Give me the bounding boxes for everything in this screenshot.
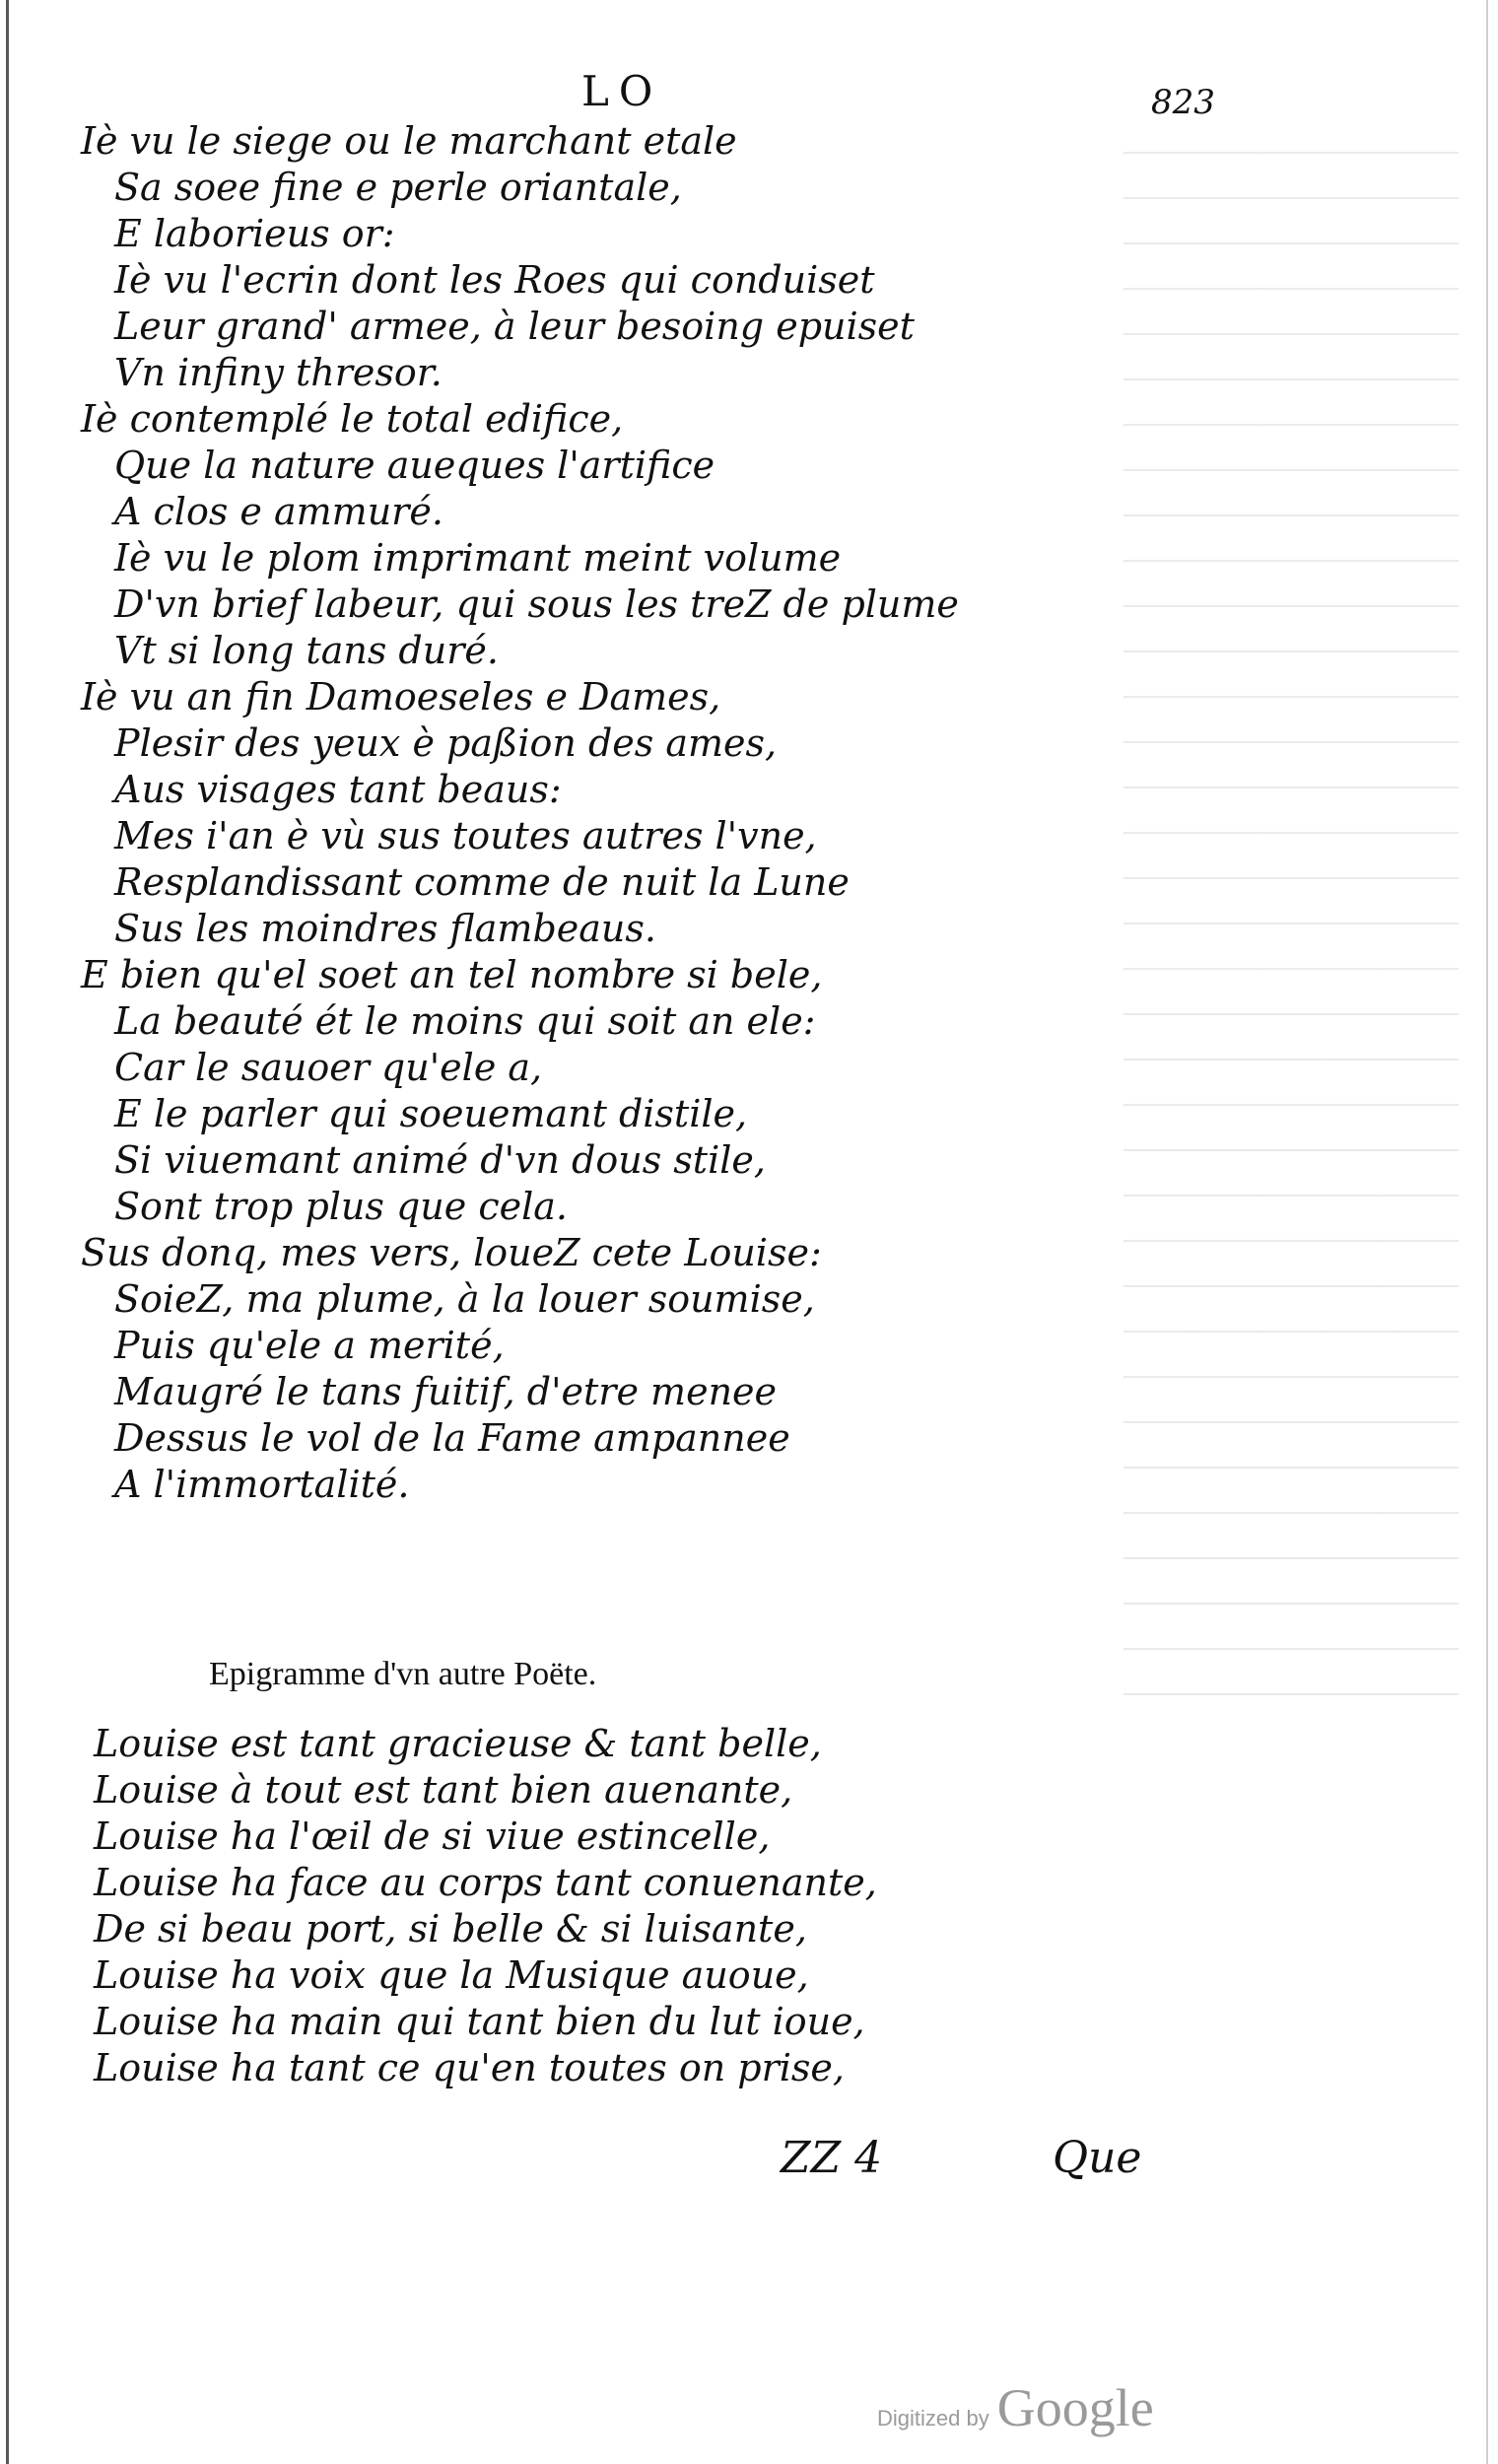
verse-line: Si viuemant animé d'vn dous stile, bbox=[114, 1138, 766, 1182]
verse-line: A clos e ammuré. bbox=[114, 490, 443, 533]
verse-line: Maugré le tans fuitif, d'etre menee bbox=[114, 1370, 778, 1413]
binding-edge bbox=[6, 0, 9, 2464]
epigram-heading: Epigramme d'vn autre Poëte. bbox=[209, 1656, 597, 1692]
verse-line: SoieZ, ma plume, à la louer soumise, bbox=[114, 1277, 815, 1321]
verse-line: A l'immortalité. bbox=[114, 1463, 410, 1506]
epigram-block bbox=[94, 1721, 877, 2091]
show-through-text bbox=[1124, 118, 1459, 1695]
verse-line: Iè vu le plom imprimant meint volume bbox=[114, 536, 842, 580]
digitized-watermark bbox=[877, 2377, 1154, 2438]
verse-line: Sus les moindres flambeaus. bbox=[114, 907, 656, 950]
page-number: 823 bbox=[1151, 83, 1215, 122]
epigram-line: Louise à tout est tant bien auenante, bbox=[94, 1768, 793, 1812]
watermark-brand: Google bbox=[996, 2378, 1154, 2437]
verse-block bbox=[81, 118, 959, 1508]
verse-line: Sont trop plus que cela. bbox=[114, 1185, 569, 1228]
verse-line: Resplandissant comme de nuit la Lune bbox=[114, 860, 850, 904]
signature-mark: ZZ 4 bbox=[781, 2133, 883, 2183]
page-edge bbox=[1486, 0, 1488, 2464]
verse-line: Car le sauoer qu'ele a, bbox=[114, 1046, 543, 1089]
verse-line: Dessus le vol de la Fame ampannee bbox=[114, 1416, 790, 1460]
verse-line: Plesir des yeux è paßion des ames, bbox=[114, 721, 778, 765]
epigram-line: Louise ha voix que la Musique auoue, bbox=[94, 1953, 809, 1997]
verse-line: Iè vu an fin Damoeseles e Dames, bbox=[81, 675, 721, 719]
catchword: Que bbox=[1053, 2133, 1142, 2183]
verse-line: Sus donq, mes vers, loueZ cete Louise: bbox=[81, 1231, 822, 1274]
epigram-line: Louise ha tant ce qu'en toutes on prise, bbox=[94, 2046, 846, 2089]
watermark-prefix: Digitized by bbox=[877, 2406, 989, 2430]
epigram-line: Louise est tant gracieuse & tant belle, bbox=[94, 1722, 822, 1765]
verse-line: E laborieus or: bbox=[114, 212, 395, 255]
verse-line: Iè vu l'ecrin dont les Roes qui conduiset bbox=[114, 258, 875, 302]
verse-line: Leur grand' armee, à leur besoing epuiset bbox=[114, 305, 915, 348]
running-head: LO bbox=[581, 67, 663, 115]
verse-line: Puis qu'ele a merité, bbox=[114, 1324, 505, 1367]
epigram-line: Louise ha main qui tant bien du lut ioue, bbox=[94, 2000, 865, 2043]
verse-line: D'vn brief labeur, qui sous les treZ de plume bbox=[114, 582, 959, 626]
verse-line: Iè contemplé le total edifice, bbox=[81, 397, 624, 441]
verse-line: E le parler qui soeuemant distile, bbox=[114, 1092, 748, 1135]
verse-line: Aus visages tant beaus: bbox=[114, 768, 562, 811]
verse-line: Vt si long tans duré. bbox=[114, 629, 499, 672]
verse-line: E bien qu'el soet an tel nombre si bele, bbox=[81, 953, 823, 996]
verse-line: Iè vu le siege ou le marchant etale bbox=[81, 119, 737, 163]
verse-line: Vn infiny thresor. bbox=[114, 351, 443, 394]
verse-line: Sa soee fine e perle oriantale, bbox=[114, 166, 682, 209]
epigram-line: Louise ha face au corps tant conuenante, bbox=[94, 1861, 877, 1904]
epigram-line: Louise ha l'œil de si viue estincelle, bbox=[94, 1814, 771, 1858]
verse-line: Que la nature aueques l'artifice bbox=[114, 444, 715, 487]
verse-line: Mes i'an è vù sus toutes autres l'vne, bbox=[114, 814, 817, 857]
epigram-line: De si beau port, si belle & si luisante, bbox=[94, 1907, 807, 1951]
verse-line: La beauté ét le moins qui soit an ele: bbox=[114, 999, 816, 1043]
